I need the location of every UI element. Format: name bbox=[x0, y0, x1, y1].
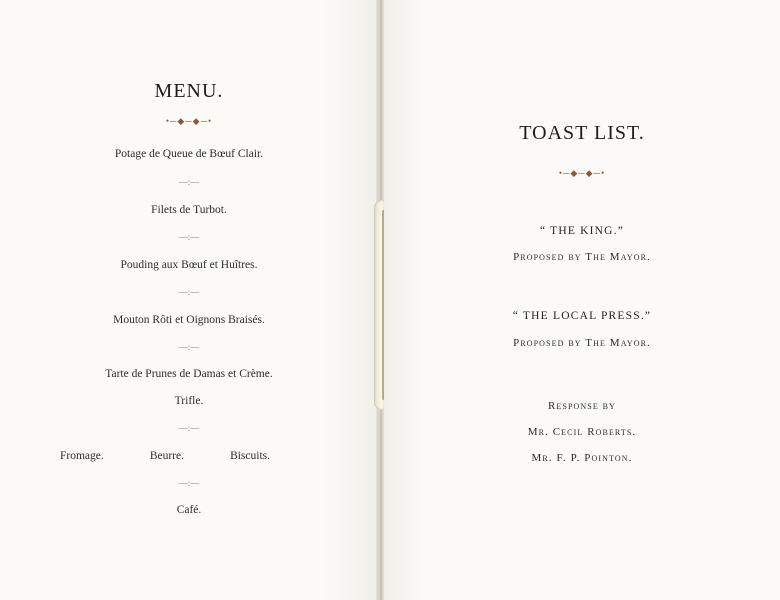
responder-f-p-pointon: Mr. F. P. Pointon. bbox=[531, 452, 633, 464]
menu-dish-soup: Potage de Queue de Bœuf Clair. bbox=[114, 148, 264, 160]
menu-cheese-course bbox=[60, 450, 270, 462]
menu-item-biscuits: Biscuits. bbox=[230, 450, 270, 462]
menu-separator: —:— bbox=[178, 177, 200, 187]
response-heading: Response by bbox=[548, 400, 616, 412]
menu-dish-pudding: Pouding aux Bœuf et Huîtres. bbox=[120, 259, 258, 271]
toast-list-title: TOAST LIST. bbox=[519, 122, 645, 144]
menu-fleuron-ornament: •─◆─◆─• bbox=[165, 116, 213, 126]
menu-item-fromage: Fromage. bbox=[60, 450, 104, 462]
toast-the-local-press: “ THE LOCAL PRESS.” bbox=[512, 310, 652, 322]
menu-separator: —:— bbox=[178, 478, 200, 488]
menu-dish-mutton: Mouton Rôti et Oignons Braisés. bbox=[113, 314, 265, 326]
toast-fleuron-ornament: •─◆─◆─• bbox=[558, 168, 606, 178]
menu-dish-tart: Tarte de Prunes de Damas et Crème. bbox=[105, 368, 273, 380]
menu-dish-trifle: Trifle. bbox=[174, 395, 204, 407]
menu-item-beurre: Beurre. bbox=[149, 450, 184, 462]
toast-list-page bbox=[384, 0, 780, 600]
menu-separator: —:— bbox=[178, 287, 200, 297]
menu-item-cafe: Café. bbox=[176, 504, 202, 516]
menu-title: MENU. bbox=[154, 80, 224, 102]
toast-the-king: “ THE KING.” bbox=[539, 225, 625, 237]
menu-separator: —:— bbox=[178, 423, 200, 433]
toast-proposer: Proposed by The Mayor. bbox=[513, 251, 651, 263]
menu-separator: —:— bbox=[178, 232, 200, 242]
menu-page bbox=[0, 0, 378, 600]
responder-cecil-roberts: Mr. Cecil Roberts. bbox=[527, 426, 637, 438]
toast-proposer: Proposed by The Mayor. bbox=[513, 337, 651, 349]
menu-dish-fish: Filets de Turbot. bbox=[151, 204, 227, 216]
menu-separator: —:— bbox=[178, 342, 200, 352]
